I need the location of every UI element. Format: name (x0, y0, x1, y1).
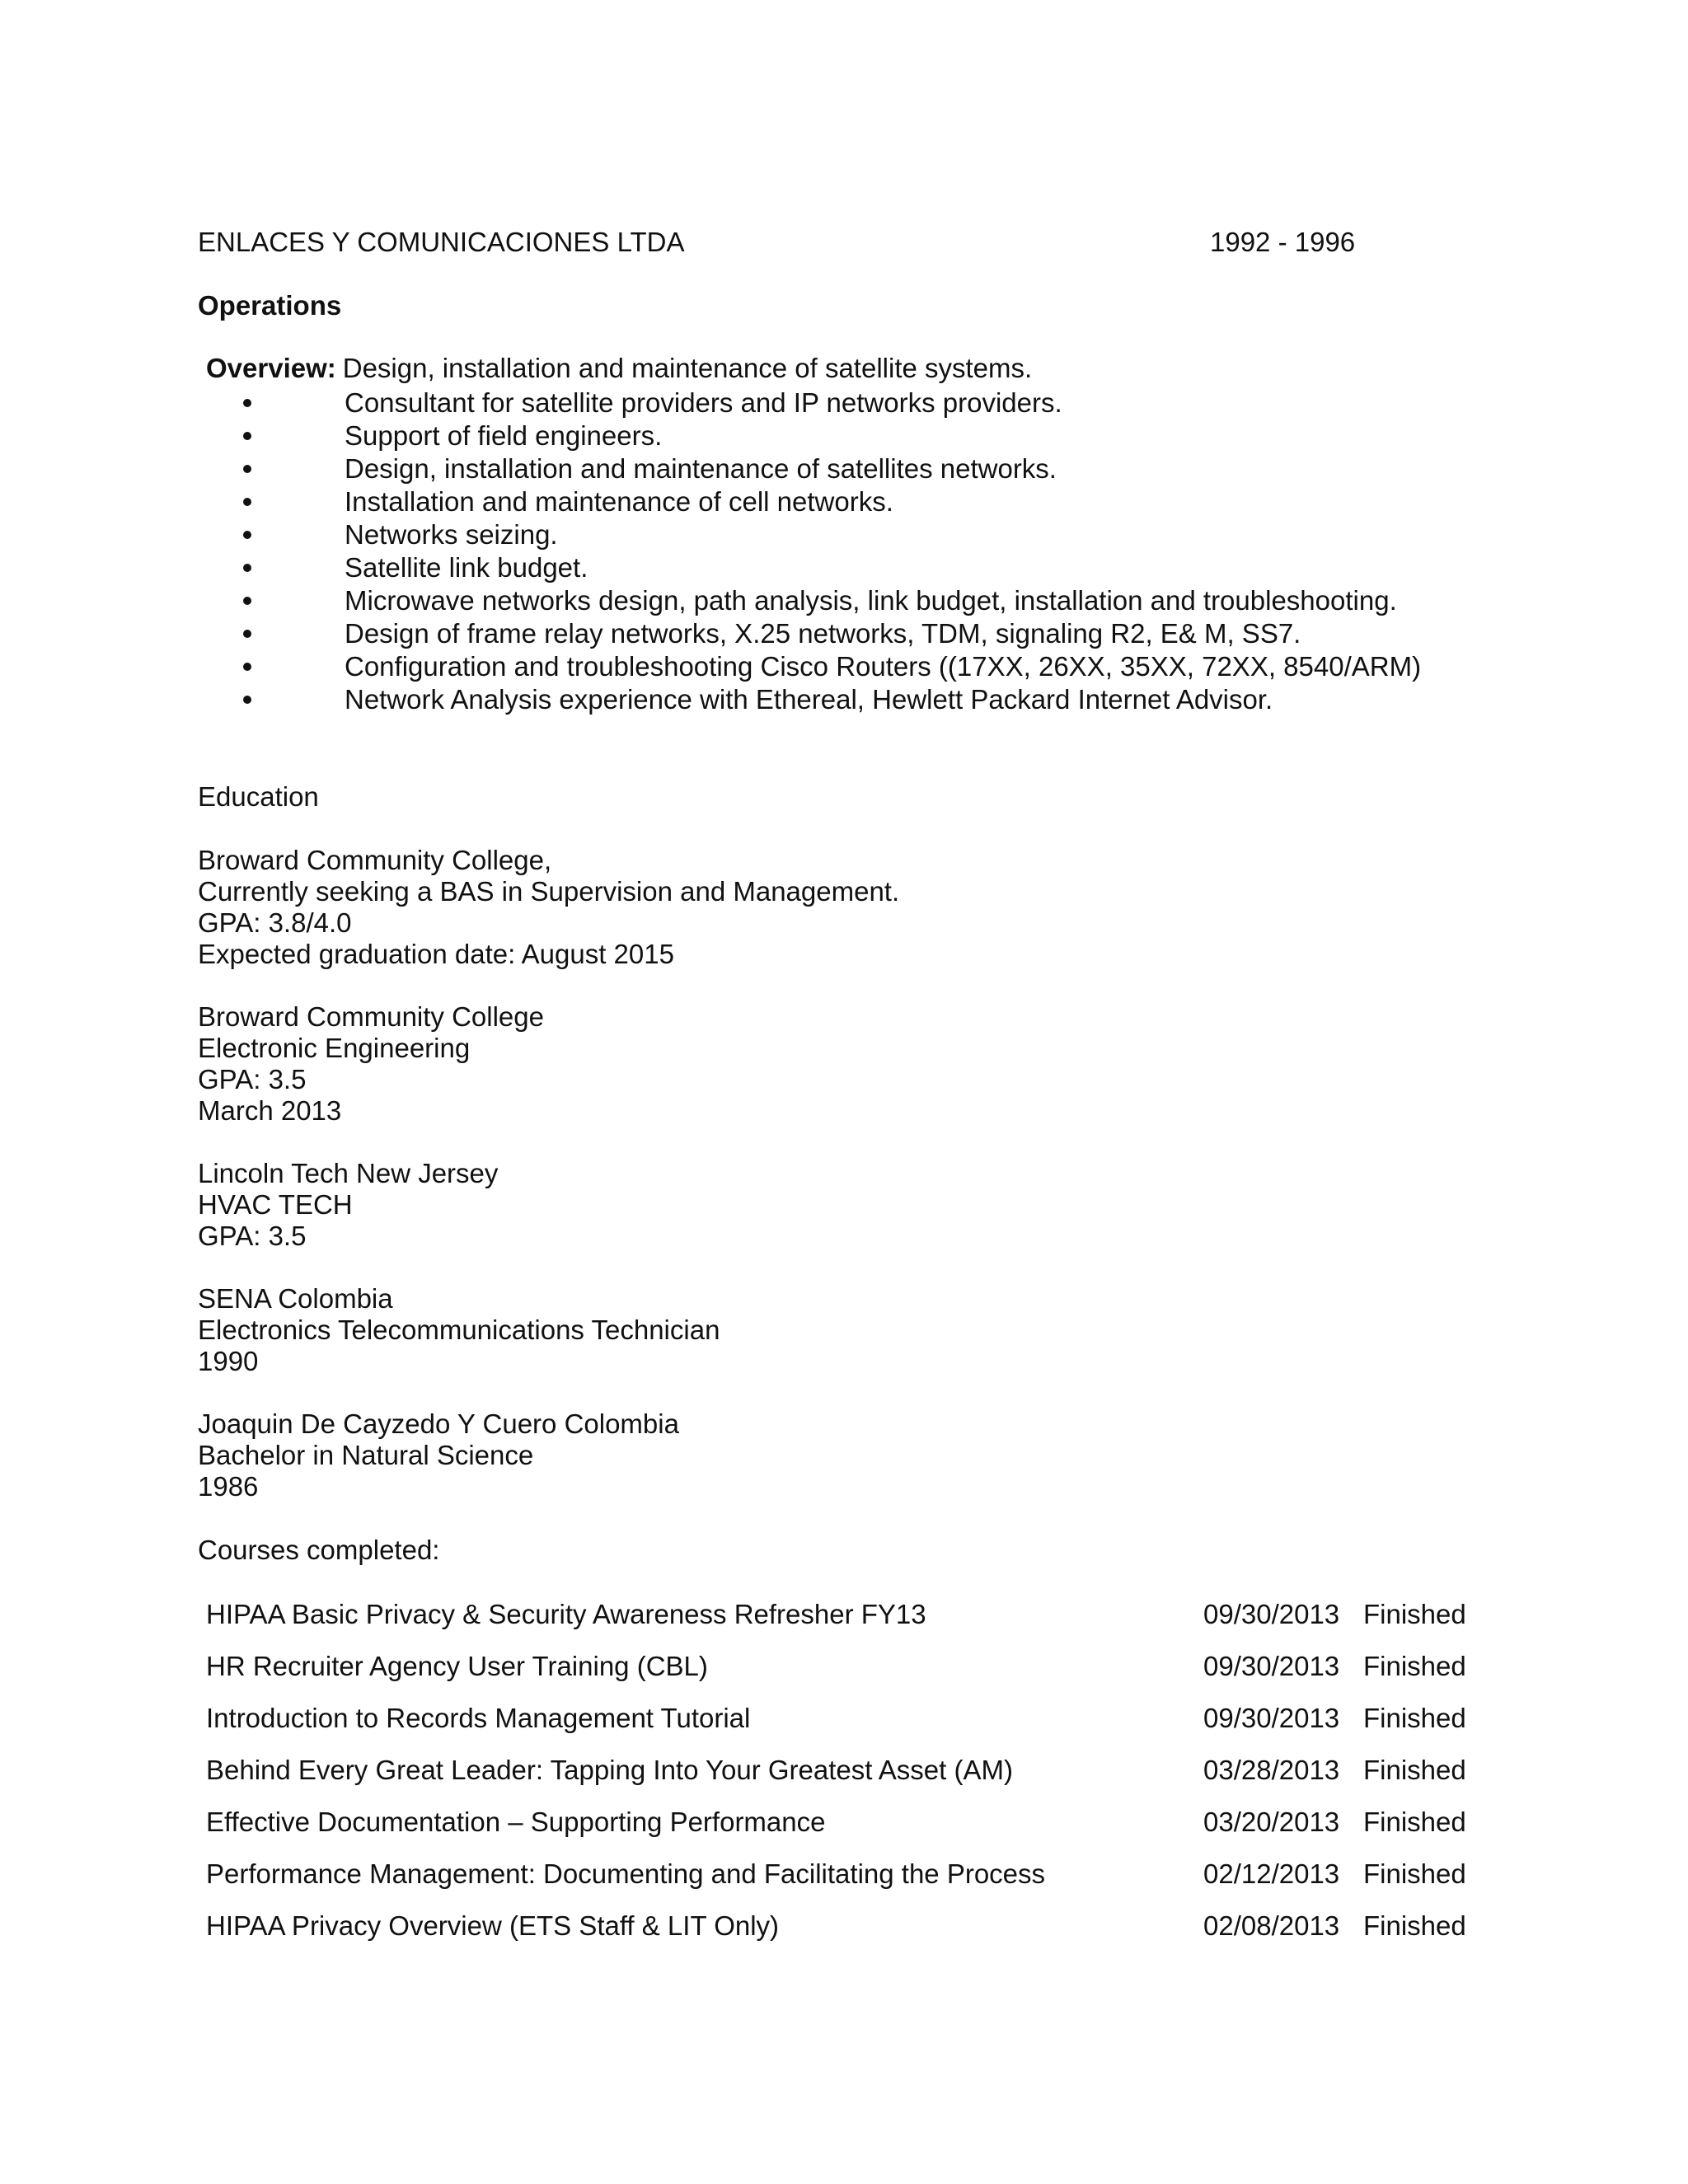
course-status: Finished (1363, 1858, 1466, 1889)
course-date: 03/20/2013 (1203, 1807, 1340, 1837)
bullet-icon (243, 696, 251, 704)
education-line: HVAC TECH (198, 1189, 353, 1220)
table-row (198, 1703, 1479, 1755)
job-role: Operations (198, 290, 342, 321)
education-line: 1986 (198, 1471, 259, 1502)
course-status: Finished (1363, 1807, 1466, 1837)
education-line: Lincoln Tech New Jersey (198, 1158, 499, 1188)
course-date: 09/30/2013 (1203, 1599, 1340, 1629)
bullet-icon (243, 564, 251, 572)
course-name: HIPAA Privacy Overview (ETS Staff & LIT Only) (206, 1910, 780, 1941)
education-line: Currently seeking a BAS in Supervision and Management. (198, 876, 900, 907)
list-item-text: Microwave networks design, path analysis, link budget, installation and troubleshooting. (345, 585, 1397, 616)
course-date: 09/30/2013 (1203, 1651, 1340, 1681)
list-item-text: Configuration and troubleshooting Cisco Routers ((17XX, 26XX, 35XX, 72XX, 8540/ARM) (345, 651, 1422, 682)
education-line: Broward Community College (198, 1001, 544, 1032)
course-date: 02/12/2013 (1203, 1858, 1340, 1889)
bullet-icon (243, 432, 251, 440)
course-name: Performance Management: Documenting and Facilitating the Process (206, 1858, 1046, 1889)
list-item-text: Consultant for satellite providers and IP networks providers. (345, 387, 1062, 418)
education-entry (198, 1283, 720, 1377)
list-item-text: Design, installation and maintenance of satellites networks. (345, 453, 1057, 484)
bullet-icon (243, 531, 251, 539)
employment-years: 1992 - 1996 (1210, 227, 1356, 257)
course-status: Finished (1363, 1599, 1466, 1629)
table-row (198, 1807, 1479, 1858)
bullet-icon (243, 630, 251, 638)
education-entry (198, 1158, 498, 1252)
table-row (198, 1599, 1479, 1651)
list-item-text: Networks seizing. (345, 519, 558, 550)
list-item-text: Support of field engineers. (345, 420, 663, 451)
course-status: Finished (1363, 1703, 1466, 1733)
bullet-icon (243, 399, 251, 407)
education-line: March 2013 (198, 1095, 342, 1126)
education-line: GPA: 3.5 (198, 1221, 307, 1251)
course-date: 03/28/2013 (1203, 1755, 1340, 1785)
overview-text: Design, installation and maintenance of satellite systems. (342, 353, 1033, 383)
education-entry (198, 1408, 679, 1502)
bullet-icon (243, 498, 251, 506)
course-date: 09/30/2013 (1203, 1703, 1340, 1733)
education-line: GPA: 3.8/4.0 (198, 907, 352, 938)
bullet-icon (243, 663, 251, 671)
table-row (198, 1858, 1479, 1910)
course-status: Finished (1363, 1755, 1466, 1785)
education-entry (198, 845, 899, 970)
education-heading: Education (198, 781, 319, 812)
course-name: Behind Every Great Leader: Tapping Into Your Greatest Asset (AM) (206, 1755, 1013, 1785)
course-name: Introduction to Records Management Tutorial (206, 1703, 751, 1733)
overview-line (206, 353, 1032, 385)
course-date: 02/08/2013 (1203, 1910, 1340, 1941)
table-row (198, 1755, 1479, 1807)
table-row (198, 1651, 1479, 1703)
education-line: SENA Colombia (198, 1283, 393, 1314)
education-line: 1990 (198, 1346, 259, 1376)
education-line: Bachelor in Natural Science (198, 1440, 534, 1470)
company-name: ENLACES Y COMUNICACIONES LTDA (198, 227, 685, 257)
education-line: Joaquin De Cayzedo Y Cuero Colombia (198, 1408, 679, 1439)
education-entry (198, 1001, 544, 1127)
bullet-icon (243, 465, 251, 473)
education-line: Expected graduation date: August 2015 (198, 939, 674, 969)
education-line: GPA: 3.5 (198, 1064, 307, 1094)
bullet-icon (243, 597, 251, 605)
education-line: Electronic Engineering (198, 1033, 471, 1063)
courses-heading: Courses completed: (198, 1535, 440, 1565)
list-item-text: Installation and maintenance of cell networks. (345, 486, 893, 517)
list-item-text: Network Analysis experience with Ethereal, Hewlett Packard Internet Advisor. (345, 684, 1273, 715)
table-row (198, 1910, 1479, 1962)
course-name: Effective Documentation – Supporting Performance (206, 1807, 826, 1837)
course-name: HIPAA Basic Privacy & Security Awareness Refresher FY13 (206, 1599, 926, 1629)
course-name: HR Recruiter Agency User Training (CBL) (206, 1651, 708, 1681)
courses-table (198, 1599, 1479, 1962)
education-line: Broward Community College, (198, 845, 552, 875)
education-line: Electronics Telecommunications Technician (198, 1315, 720, 1345)
overview-label: Overview: (206, 353, 336, 383)
course-status: Finished (1363, 1910, 1466, 1941)
course-status: Finished (1363, 1651, 1466, 1681)
list-item-text: Design of frame relay networks, X.25 networks, TDM, signaling R2, E& M, SS7. (345, 618, 1301, 649)
list-item-text: Satellite link budget. (345, 552, 588, 583)
